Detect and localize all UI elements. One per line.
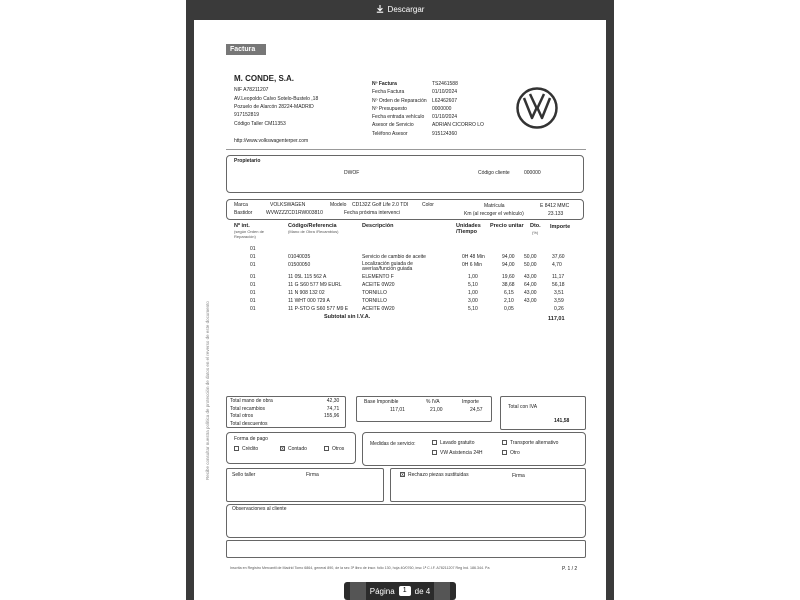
page-label: Página [369,586,395,596]
checkbox-icon [324,446,329,451]
row-unid: 5,10 [468,282,478,288]
row-dto: 43,00 [524,298,537,304]
meta-values [432,80,484,138]
brand-label: Marca [234,202,248,208]
signature2-label: Firma [512,473,525,479]
checkbox-icon [432,440,437,445]
base-value: 117,01 [390,407,405,413]
payment-cash[interactable] [280,446,307,452]
col-descripcion: Descripción [362,223,394,229]
meta-label: Asesor de Servicio [372,122,414,129]
row-desc: Servicio de cambio de aceite [362,254,426,260]
row-nint: 01 [250,262,256,268]
meta-label: Fecha Factura [372,89,405,96]
reject-label: Rechazo piezas sustituidas [408,472,469,478]
totals-labels [230,398,273,428]
client-code-value: 000000 [524,170,541,176]
total-iva-label: Total con IVA [508,404,538,410]
row-nint: 01 [250,274,256,280]
table-row [234,274,584,282]
col-dto-sub: (%) [532,230,539,235]
row-importe: 11,17 [552,274,565,280]
km-value: 23.133 [548,211,564,217]
row-dto: 64,00 [524,282,537,288]
company-url: http://www.volkswagenterper.com [234,138,309,144]
meta-label: Nº Orden de Reparación [372,97,427,104]
row-nint: 01 [250,282,256,288]
page-number: P. 1 / 2 [562,566,578,572]
page-total-label: de 4 [414,586,431,596]
meta-value: ADRIAN CICORRO LO [432,122,484,129]
cash-label: Contado [288,446,307,452]
row-desc: ACEITE 0W20 [362,306,395,312]
row-unid: 0H 6 Min [462,262,483,268]
total-label: Total descuentos [230,420,268,427]
volkswagen-logo-icon [516,87,558,129]
row-precio: 2,10 [504,298,514,304]
row-precio: 19,60 [502,274,515,280]
brand-value: VOLKSWAGEN [270,202,306,208]
service-assistance[interactable] [432,450,483,456]
payment-credit[interactable] [234,446,258,452]
line-items [234,246,584,314]
col-codigo: Código/Referencia [288,223,337,229]
model-label: Modelo [330,202,347,208]
col-nint-sub: (según Orden de Reparación) [234,229,265,239]
row-codigo: 01500050 [288,262,311,268]
table-row [234,282,584,290]
header-divider [226,149,586,150]
transport-label: Transporte alternativo [510,440,559,446]
pdf-viewer [186,0,614,600]
total-label: Total otros [230,413,254,419]
row-codigo: 11 P-STO G S60 577 M9 E [288,306,349,312]
row-desc: ELEMENTO F [362,274,394,280]
col-importe: Importe [550,224,571,230]
current-page-input[interactable]: 1 [399,586,411,596]
row-importe: 37,60 [552,254,565,260]
row-desc: TORNILLO [362,298,387,304]
owner-label: Propietario [234,158,261,164]
plate-label: Matrícula [484,203,505,209]
color-label: Color [422,202,434,208]
total-value: 74,71 [326,405,340,412]
importe-label: Importe [462,399,479,405]
col-dto: Dto. [530,223,541,229]
owner-value: DWOF [344,170,360,176]
checkbox-icon [432,450,437,455]
subtotal-label: Subtotal sin I.V.A. [324,314,371,320]
service-other-label: Otro [510,450,520,456]
company-phone: 917152819 [234,112,260,118]
row-codigo: 11 N 908 132 02 [288,290,325,296]
privacy-note: Recibe consultar nuestra política de protección de datos en el reverso de este documento [205,301,210,480]
service-box [362,432,586,466]
meta-value: 0000000 [432,105,452,112]
row-nint: 01 [250,306,256,312]
row-unid: 3,00 [468,298,478,304]
row-dto: 50,00 [524,254,537,260]
service-other[interactable] [502,450,520,456]
row-importe: 4,70 [552,262,562,268]
row-importe: 56,18 [552,282,565,288]
chassis-label: Bastidor [234,210,253,216]
invoice-page [194,20,606,600]
km-label: Km (al recoger el vehículo) [464,211,524,217]
total-label: Total recambios [230,405,266,412]
table-row [234,306,584,314]
row-precio: 94,00 [502,262,515,268]
row-unid: 1,00 [468,290,478,296]
col-unidades: Unidades /Tiempo [456,223,481,235]
row-codigo: 11 05L 115 562 A [288,274,327,280]
download-label: Descargar [387,4,425,14]
payment-other[interactable] [324,446,344,452]
total-iva-box [500,396,586,430]
meta-value: TS2461588 [432,81,458,87]
stamp-label: Sello taller [232,472,256,478]
col-codigo-sub: (Mano de Obra /Recambios) [288,229,339,234]
model-value: CD132Z Golf Life 2.0 TDI [352,202,409,208]
meta-label: Teléfono Asesor [372,130,408,137]
total-value: 155,96 [324,413,340,419]
left-background [0,0,186,600]
row-importe: 3,51 [554,290,564,296]
total-iva-value: 141,58 [554,418,570,424]
meta-value: 915124360 [432,130,458,137]
assistance-label: VW Asistencia 24H [440,450,483,456]
row-importe: 3,59 [554,298,564,304]
meta-value: 01/10/2024 [432,114,458,121]
next-page-button[interactable] [434,582,450,600]
table-row [234,290,584,298]
page-navigator [344,582,456,600]
meta-value: 01/10/2024 [432,89,458,96]
row-unid: 1,00 [468,274,478,280]
table-row [234,246,584,254]
meta-label: Nº Presupuesto [372,105,407,112]
company-nif: NIF A78211207 [234,87,269,93]
meta-labels [372,80,427,138]
row-dto: 50,00 [524,262,537,268]
other-label: Otros [332,446,345,452]
iva-label: % IVA [426,399,440,405]
row-precio: 0,05 [504,306,514,312]
viewer-toolbar [186,0,614,18]
total-label: Total mano de obra [230,398,273,404]
checkbox-icon [502,450,507,455]
row-precio: 6,15 [504,290,514,296]
download-button[interactable] [376,5,425,14]
wash-label: Lavado gratuito [440,440,475,446]
row-unid: 0H 48 Min [462,254,485,260]
company-workshop-code: Código Taller CM11353 [234,121,286,127]
payment-label: Forma de pago [234,436,268,442]
reject-option[interactable] [400,472,469,478]
plate-value: E 8412 MMC [540,203,570,209]
col-nint: Nº int. [234,223,250,229]
footer-legal: Inscrita en Registro Mercantil de Madrid Tomo 6864, general 890, de la sec 3ª libro de inscr. folio 130, hoja 40/0760, insc 1ª C.I.F. A78211207 Reg Ind. 186.344. Pa [230,566,490,570]
client-code-label: Código cliente [478,170,510,176]
row-precio: 94,00 [502,254,515,260]
meta-label: Fecha entrada vehículo [372,114,425,121]
company-address1: AV.Leopoldo Calvo Sotelo-Bustelo ,18 [234,96,319,102]
checkbox-icon [502,440,507,445]
download-icon [376,5,384,13]
col-precio: Precio unitar [490,223,524,229]
signature-label: Firma [306,472,319,478]
company-address2: Pozuelo de Alarcón 28224-MADRID [234,104,314,110]
invoice-badge: Factura [226,44,266,55]
row-desc: Localización guiada de averías/función guiada [362,261,413,272]
row-desc: TORNILLO [362,290,387,296]
row-precio: 38,68 [502,282,515,288]
subtotal-value: 117,01 [548,316,565,322]
company-name: M. CONDE, S.A. [234,74,295,83]
credit-label: Crédito [242,446,259,452]
table-row [234,262,584,274]
iva-value: 21,00 [430,407,443,413]
row-nint: 01 [250,246,256,252]
meta-label: Nº Factura [372,81,397,87]
totals-values [324,398,339,421]
observations-label: Observaciones al cliente [232,506,287,512]
total-value: 42,30 [326,398,340,404]
row-importe: 0,26 [554,306,564,312]
next-service-label: Fecha próxima intervenci [344,210,400,216]
meta-value: L62462607 [432,97,458,104]
service-wash[interactable] [432,440,474,446]
service-label: Medidas de servicio: [370,441,416,447]
row-nint: 01 [250,290,256,296]
right-background [614,0,800,600]
prev-page-button[interactable] [350,582,366,600]
checkbox-icon [234,446,239,451]
row-codigo: 11 WHT 000 729 A [288,298,330,304]
service-transport[interactable] [502,440,558,446]
row-codigo: 11 G S60 577 M9 EURL [288,282,342,288]
row-nint: 01 [250,254,256,260]
base-label: Base Imponible [364,399,399,405]
table-row [234,298,584,306]
extra-box [226,540,586,558]
row-unid: 5,10 [468,306,478,312]
chassis-value: WVWZZZCD1RW003810 [266,210,323,216]
row-nint: 01 [250,298,256,304]
checkbox-checked-icon: x [401,472,404,479]
row-dto: 43,00 [524,290,537,296]
importe-value: 24,57 [470,407,483,413]
checkbox-checked-icon: x [281,446,284,453]
row-codigo: 01040035 [288,254,311,260]
row-dto: 43,00 [524,274,537,280]
row-desc: ACEITE 0W20 [362,282,395,288]
